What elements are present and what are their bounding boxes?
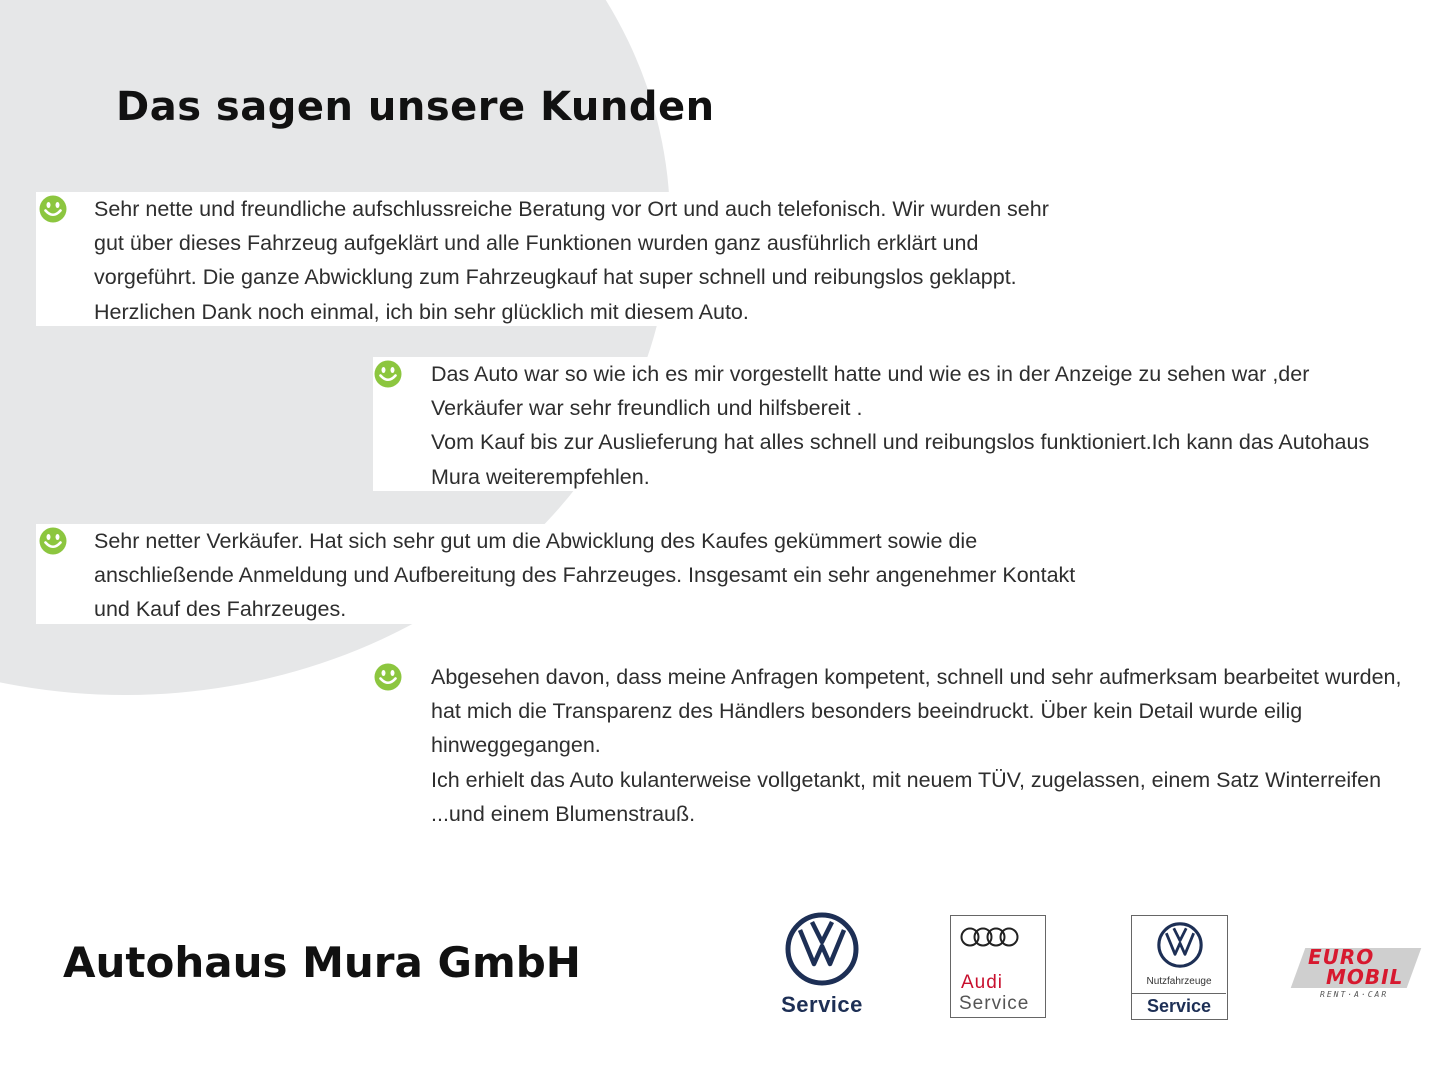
euromobil-line2: MOBIL: [1326, 965, 1404, 989]
review-card: [36, 524, 1096, 624]
vw-nutzfahrzeuge-service-logo: [1131, 915, 1228, 1020]
audi-rings-icon: [959, 926, 1019, 948]
audi-brand-label: Audi: [961, 972, 1004, 993]
review-text: Sehr nette und freundliche aufschlussreiche Beratung vor Ort und auch telefonisch. Wir wurden sehr gut über dieses Fahrzeug aufgeklärt und alle Funktionen wurden ganz ausführlich erklärt und vorgeführt. Die ganze Abwicklung zum Fahrzeugkauf hat super schnell und reibungslos geklappt. Herzlichen Dank noch einmal, ich bin sehr glücklich mit diesem Auto.: [94, 197, 1049, 324]
euromobil-line1: EURO: [1308, 945, 1375, 969]
smiley-icon: [373, 359, 403, 389]
euromobil-tagline: RENT·A·CAR: [1320, 990, 1389, 999]
review-text: Vom Kauf bis zur Auslieferung hat alles schnell und reibungslos funktioniert.Ich kann das Autohaus Mura weiterempfehlen.: [431, 430, 1370, 489]
company-name: Autohaus Mura GmbH: [63, 938, 581, 987]
smiley-icon: [38, 194, 68, 224]
vw-service-label: Service: [781, 992, 863, 1017]
audi-service-label: Service: [959, 993, 1030, 1014]
review-text: Sehr netter Verkäufer. Hat sich sehr gut um die Abwicklung des Kaufes gekümmert sowie die anschließende Anmeldung und Aufbereitung des Fahrzeuges. Insgesamt ein sehr angenehmer Kontakt und Kauf des Fahrzeuges.: [94, 529, 1076, 622]
smiley-icon: [373, 662, 403, 692]
review-text: Abgesehen davon, dass meine Anfragen kompetent, schnell und sehr aufmerksam bearbeitet wurden, hat mich die Transparenz des Händlers besonders beeindruckt. Über kein Detail wurde eilig hinweggegangen.: [431, 665, 1402, 758]
page-title: Das sagen unsere Kunden: [116, 84, 715, 130]
logo-divider: [1132, 993, 1226, 994]
nutzfahrzeuge-label: Nutzfahrzeuge: [1146, 976, 1212, 987]
vwn-service-label: Service: [1146, 996, 1212, 1016]
review-text: Das Auto war so wie ich es mir vorgestellt hatte und wie es in der Anzeige zu sehen war ,der Verkäufer war sehr freundlich und hilfsbereit .: [431, 362, 1310, 421]
review-card: [373, 357, 1413, 491]
smiley-icon: [38, 526, 68, 556]
review-text: Ich erhielt das Auto kulanterweise vollgetankt, mit neuem TÜV, zugelassen, einem Satz Winterreifen ...und einem Blumenstrauß.: [431, 767, 1382, 826]
audi-service-logo: [950, 915, 1046, 1018]
review-card: [36, 192, 1096, 326]
vw-logo-icon: [785, 912, 859, 986]
vw-logo-icon: [1157, 922, 1203, 968]
vw-service-logo: [772, 912, 872, 1027]
euromobil-logo: [1298, 945, 1416, 1005]
review-card: [373, 660, 1413, 830]
